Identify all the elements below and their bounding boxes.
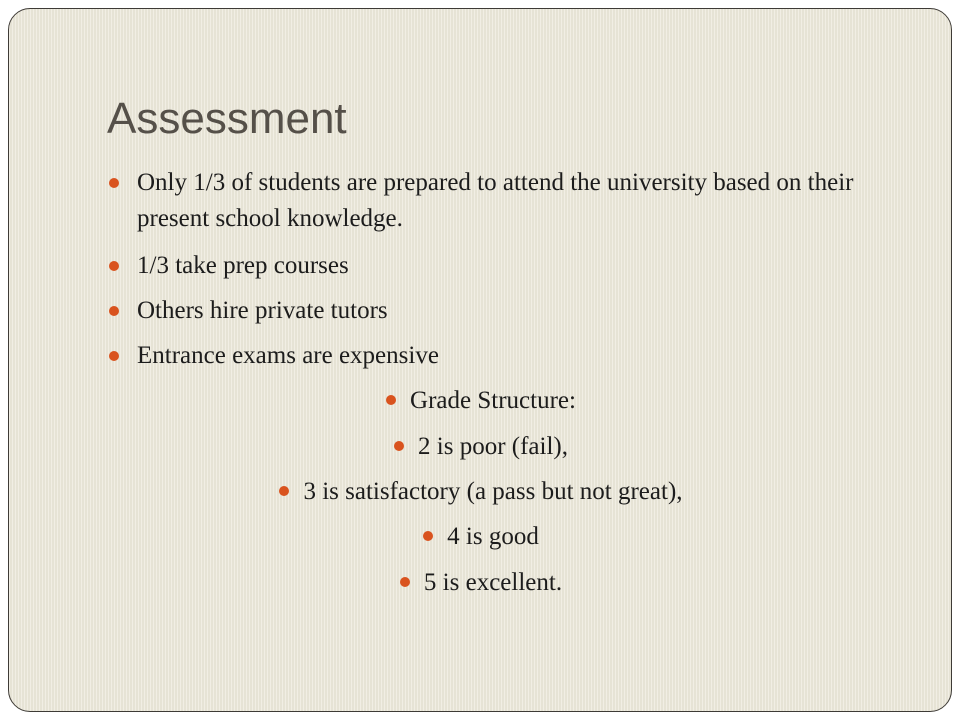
bullet-list: [9, 9, 953, 713]
bullet-text: 1/3 take prep courses: [137, 252, 349, 279]
bullet-item: [9, 565, 953, 601]
round-bullet-icon: [109, 306, 119, 316]
bullet-item: [137, 293, 877, 329]
bullet-item: [9, 429, 953, 465]
bullet-item: [9, 474, 953, 510]
round-bullet-icon: [109, 178, 119, 188]
bullet-text: Others hire private tutors: [137, 297, 388, 324]
bullet-item: [9, 519, 953, 555]
bullet-item: [137, 165, 877, 237]
round-bullet-icon: [394, 441, 404, 451]
bullet-text: 2 is poor (fail),: [418, 433, 568, 460]
round-bullet-icon: [109, 261, 119, 271]
bullet-item: [9, 383, 953, 419]
bullet-item: [137, 248, 877, 284]
slide-title: Assessment: [107, 94, 347, 143]
slide: [8, 8, 952, 712]
bullet-text: Grade Structure:: [410, 387, 576, 414]
bullet-text: Entrance exams are expensive: [137, 342, 439, 369]
bullet-text: 4 is good: [447, 523, 539, 550]
round-bullet-icon: [400, 577, 410, 587]
round-bullet-icon: [109, 351, 119, 361]
round-bullet-icon: [386, 395, 396, 405]
bullet-text: 3 is satisfactory (a pass but not great),: [303, 478, 683, 505]
bullet-text: 5 is excellent.: [423, 569, 563, 596]
round-bullet-icon: [423, 531, 433, 541]
round-bullet-icon: [279, 486, 289, 496]
bullet-text: Only 1/3 of students are prepared to attend the university based on their present school knowledge.: [137, 169, 854, 232]
bullet-item: [137, 338, 877, 374]
